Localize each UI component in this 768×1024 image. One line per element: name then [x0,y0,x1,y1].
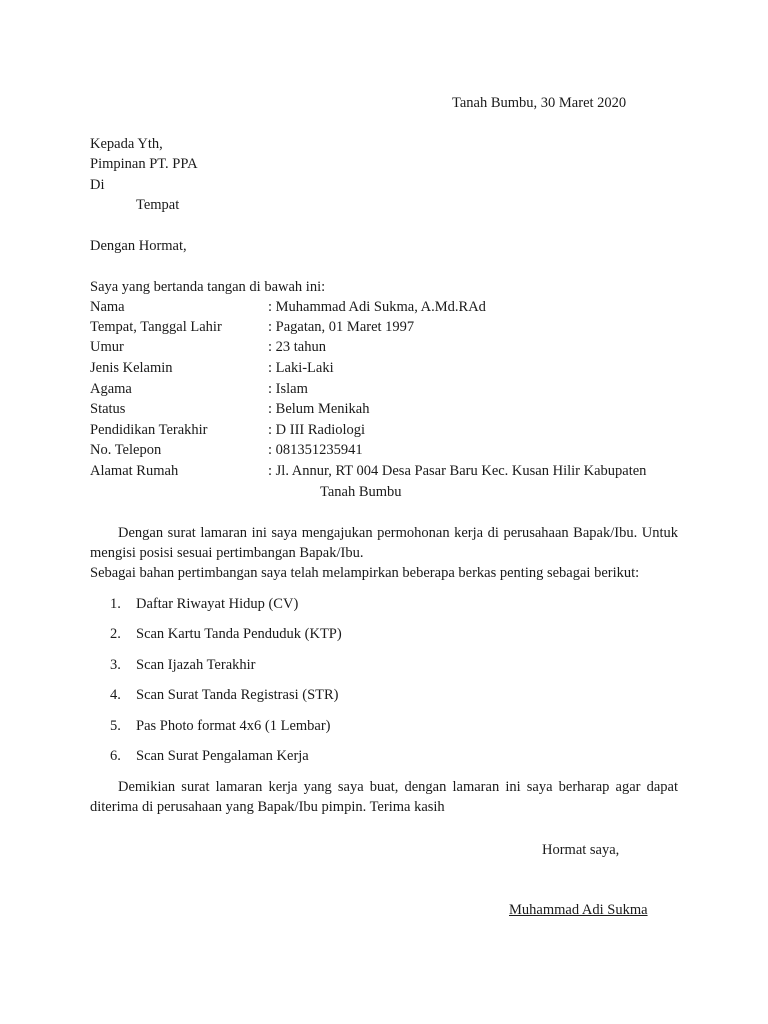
list-item [110,746,309,766]
list-item-text: Scan Kartu Tanda Penduduk (KTP) [136,626,342,642]
closing-paragraph [90,777,678,817]
field-value: : Pagatan, 01 Maret 1997 [268,319,415,335]
list-item-number: 5. [110,718,121,734]
list-item-number: 1. [110,596,121,612]
field-row-pendidikan [90,420,680,440]
list-item-number: 2. [110,626,121,642]
field-row-nama [90,297,680,317]
field-label: No. Telepon [90,442,162,458]
field-label: Tempat, Tanggal Lahir [90,319,222,335]
address-continuation: Tanah Bumbu [320,484,402,500]
sign-off: Hormat saya, [542,842,620,858]
field-value: : Muhammad Adi Sukma, A.Md.RAd [268,299,486,315]
field-value: : 081351235941 [268,442,363,458]
field-value: : Jl. Annur, RT 004 Desa Pasar Baru Kec. Kusan Hilir Kabupaten [268,463,647,479]
recipient-line-2: Pimpinan PT. PPA [90,156,198,172]
field-label: Agama [90,381,132,397]
list-item [110,624,342,644]
list-item-text: Scan Ijazah Terakhir [136,657,256,673]
field-label: Nama [90,299,125,315]
closing-paragraph-text: Demikian surat lamaran kerja yang saya buat, dengan lamaran ini saya berharap agar dapat diterima di perusahaan yang Bapak/Ibu pimpin. Terima kasih [90,779,678,815]
recipient-line-4: Tempat [136,197,180,213]
field-value: : Laki-Laki [268,360,334,376]
greeting: Dengan Hormat, [90,238,187,254]
field-value: : D III Radiologi [268,422,366,438]
field-row-tempat-tanggal-lahir [90,317,680,337]
list-item [110,685,339,705]
field-label: Umur [90,339,124,355]
body-paragraph-2: Sebagai bahan pertimbangan saya telah melampirkan beberapa berkas penting sebagai berikut: [90,565,640,581]
list-item [110,716,331,736]
field-row-umur [90,337,680,357]
body-paragraph-1 [90,523,678,563]
date-line: Tanah Bumbu, 30 Maret 2020 [452,95,627,111]
list-item-number: 4. [110,687,121,703]
field-row-agama [90,379,680,399]
field-row-alamat [90,461,680,481]
list-item-text: Pas Photo format 4x6 (1 Lembar) [136,718,331,734]
field-value: : Islam [268,381,308,397]
list-item [110,594,298,614]
body-paragraph-1-text: Dengan surat lamaran ini saya mengajukan permohonan kerja di perusahaan Bapak/Ibu. Untuk mengisi posisi sesuai pertimbangan Bapak/Ibu. [90,525,678,561]
list-item-text: Daftar Riwayat Hidup (CV) [136,596,299,612]
intro-line: Saya yang bertanda tangan di bawah ini: [90,279,326,295]
list-item-text: Scan Surat Pengalaman Kerja [136,748,309,764]
field-value: : Belum Menikah [268,401,370,417]
field-label: Jenis Kelamin [90,360,173,376]
recipient-line-3: Di [90,177,105,193]
list-item-number: 6. [110,748,121,764]
field-label: Pendidikan Terakhir [90,422,208,438]
recipient-line-1: Kepada Yth, [90,136,163,152]
list-item-number: 3. [110,657,121,673]
field-value: : 23 tahun [268,339,326,355]
field-row-jenis-kelamin [90,358,680,378]
list-item [110,655,256,675]
signature-name: Muhammad Adi Sukma [509,902,648,918]
field-label: Alamat Rumah [90,463,179,479]
field-row-telepon [90,440,680,460]
field-label: Status [90,401,126,417]
list-item-text: Scan Surat Tanda Registrasi (STR) [136,687,339,703]
field-row-status [90,399,680,419]
